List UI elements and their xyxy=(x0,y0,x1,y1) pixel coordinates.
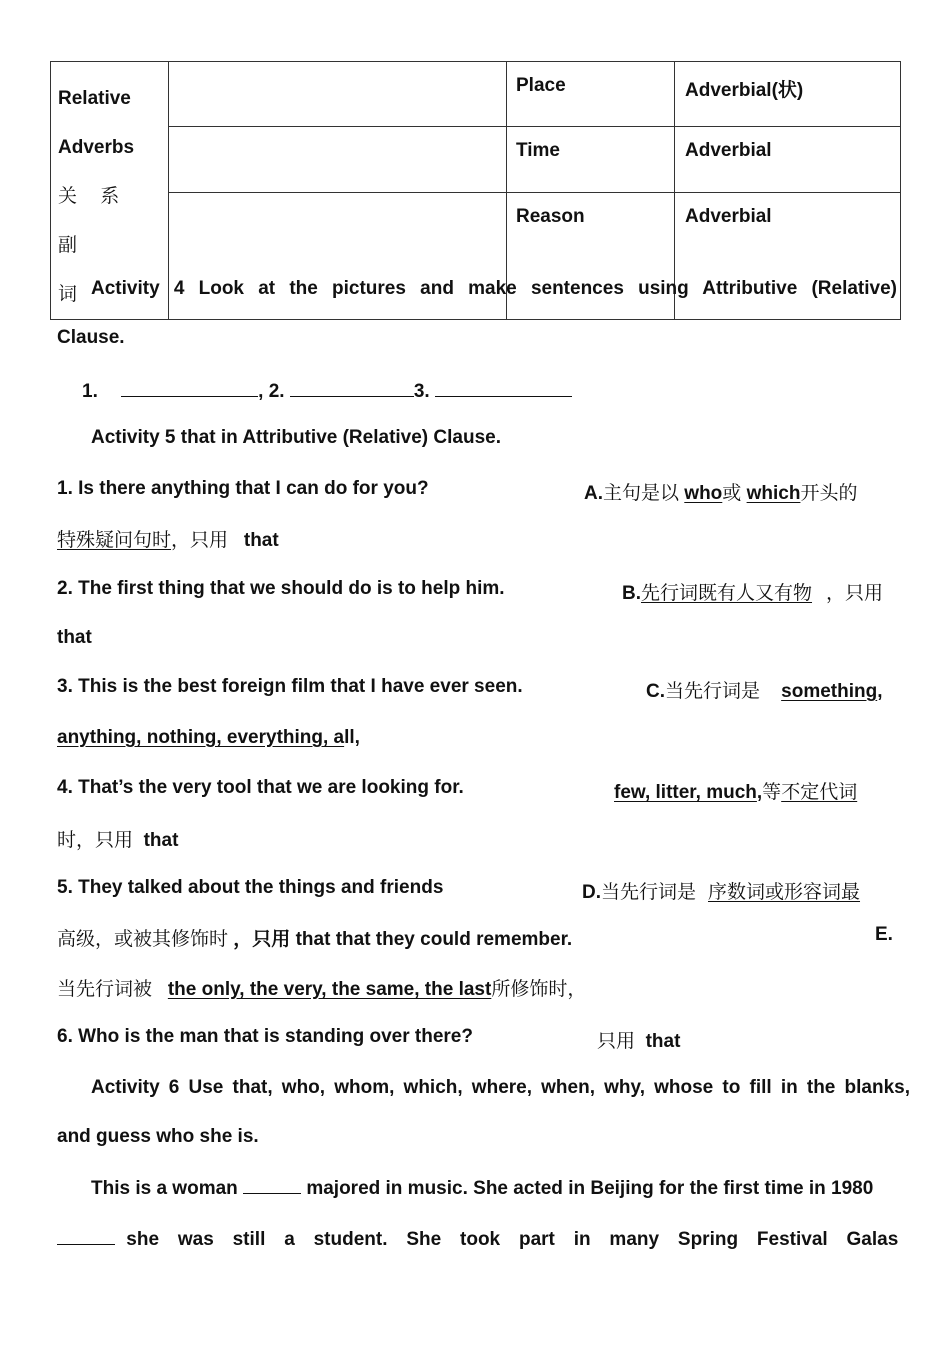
example-sentence-2: 2. The first thing that we should do is to help him. xyxy=(57,578,505,599)
table-cell-role: Adverbial(状) xyxy=(675,62,901,127)
rule-e-cont: 只用 that xyxy=(597,1031,681,1052)
header-en-1: Relative xyxy=(58,88,131,109)
activity4-instruction: Activity 4 Look at the pictures and make sentences using Attributive (Relative) xyxy=(91,278,897,299)
table-cell-type: Time xyxy=(507,127,675,192)
rule-d-cont: 高级，或被其修饰时 ，只用 that that they could remember. xyxy=(57,929,573,950)
activity6-instruction-cont: and guess who she is. xyxy=(57,1126,259,1147)
rule-a: A.主句是以 who或 which开头的 xyxy=(584,483,858,504)
passage-line-1: This is a woman majored in music. She acted in Beijing for the first time in 1980 xyxy=(91,1175,873,1200)
passage-blank-2[interactable] xyxy=(57,1226,115,1245)
header-cn-2: 词 xyxy=(58,284,87,305)
rule-b: B.先行词既有人又有物 ，只用 xyxy=(622,583,884,604)
rule-d: D.当先行词是 xyxy=(582,882,697,903)
table-cell-type: Place xyxy=(507,62,675,127)
rule-c-cont: 时，只用 that xyxy=(57,830,179,851)
rule-b-cont: that xyxy=(57,627,92,648)
rule-a-cont: 特殊疑问句时，只用 that xyxy=(57,530,279,551)
example-sentence-6: 6. Who is the man that is standing over there? xyxy=(57,1026,473,1047)
answer-blank-2[interactable] xyxy=(290,378,414,397)
example-sentence-4: 4. That’s the very tool that we are looking for. xyxy=(57,777,464,798)
passage-line-2: she was still a student. She took part in many Spring Festival Galas xyxy=(57,1226,899,1251)
passage-blank-1[interactable] xyxy=(243,1175,301,1194)
example-sentence-3: 3. This is the best foreign film that I have ever seen. xyxy=(57,676,523,697)
activity4-instruction-cont: Clause. xyxy=(57,327,125,348)
rule-e: 当先行词被 the only, the very, the same, the last所修饰时， xyxy=(57,979,587,1000)
answer-blank-3[interactable] xyxy=(435,378,572,397)
rule-c-list: anything, nothing, everything, all, xyxy=(57,727,360,748)
rule-e-label: E. xyxy=(875,924,893,945)
table-blank-cell[interactable] xyxy=(169,192,507,319)
activity6-instruction: Activity 6 Use that, who, whom, which, where, when, why, whose to fill in the blanks, xyxy=(91,1077,910,1098)
rule-d-underlined: 序数词或形容词最 xyxy=(708,882,861,903)
header-en-2: Adverbs xyxy=(58,137,135,158)
table-cell-role: Adverbial xyxy=(675,127,901,192)
answer-blank-1[interactable] xyxy=(121,378,258,397)
table-cell-role: Adverbial xyxy=(675,192,901,319)
rule-c-list2: few, litter, much,等不定代词 xyxy=(614,782,858,803)
table-blank-cell[interactable] xyxy=(169,62,507,127)
table-blank-cell[interactable] xyxy=(169,127,507,192)
rule-c: C.当先行词是 something, xyxy=(646,681,883,702)
example-sentence-5: 5. They talked about the things and friends xyxy=(57,877,444,898)
header-cn-1: 关 系 副 xyxy=(58,186,129,256)
table-cell-type: Reason xyxy=(507,192,675,319)
activity5-title: Activity 5 that in Attributive (Relative) Clause. xyxy=(91,427,501,448)
activity4-blanks: 1. , 2. 3. xyxy=(82,378,572,403)
example-sentence-1: 1. Is there anything that I can do for you? xyxy=(57,478,429,499)
